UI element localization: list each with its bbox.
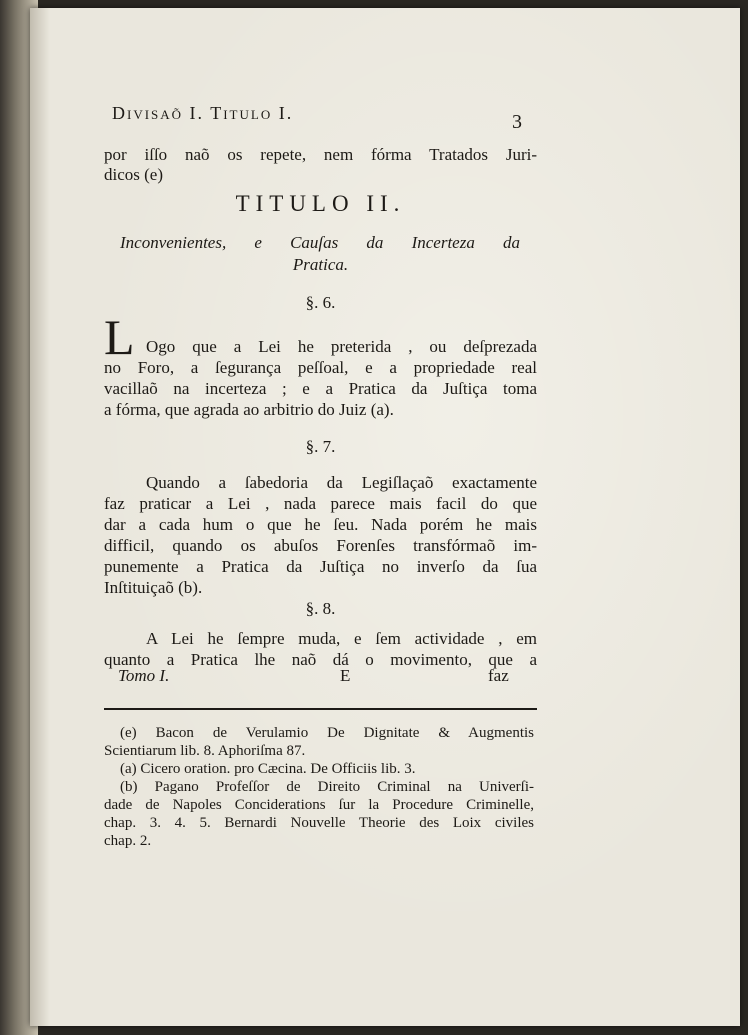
volume-label: Tomo I. bbox=[118, 666, 170, 685]
footnote-line: dade de Napoles Conciderations ſur la Procedure Criminelle, bbox=[104, 797, 534, 813]
chapter-title: TITULO II. bbox=[235, 191, 406, 216]
page-number: 3 bbox=[512, 111, 522, 133]
text-line: punemente a Pratica da Juſtiça no inverſo da ſua bbox=[104, 557, 537, 576]
text-line: A Lei he ſempre muda, e ſem actividade , em bbox=[146, 629, 537, 648]
footnote-line: Scientiarum lib. 8. Aphoriſma 87. bbox=[104, 743, 306, 759]
text-line: por iſſo naõ os repete, nem fórma Tratados Juri- bbox=[104, 145, 537, 164]
section-mark: §. 7. bbox=[305, 437, 336, 456]
catchline bbox=[118, 667, 518, 687]
section-mark: §. 8. bbox=[305, 599, 336, 618]
text-line: dar a cada hum o que he ſeu. Nada porém he mais bbox=[104, 515, 537, 534]
section-mark: §. 6. bbox=[305, 293, 336, 312]
footnote-line: (a) Cicero oration. pro Cæcina. De Officiis lib. 3. bbox=[120, 761, 416, 777]
chapter-subtitle: Pratica. bbox=[292, 255, 349, 274]
text-line: difficil, quando os abuſos Forenſes transfórmaõ im- bbox=[104, 536, 537, 555]
text-line: a fórma, que agrada ao arbitrio do Juiz (a). bbox=[104, 400, 394, 419]
text-line: Quando a ſabedoria da Legiſlaçaõ exactamente bbox=[146, 473, 537, 492]
footnote-line: (e) Bacon de Verulamio De Dignitate & Augmentis bbox=[120, 725, 534, 741]
page-header bbox=[112, 103, 532, 133]
text-line: faz praticar a Lei , nada parece mais facil do que bbox=[104, 494, 537, 513]
footnote-line: chap. 2. bbox=[104, 833, 152, 849]
text-line: Ogo que a Lei he preterida , ou deſprezada bbox=[146, 337, 537, 356]
running-head: Divisaõ I. Titulo I. bbox=[112, 103, 294, 123]
text-line: vacillaõ na incerteza ; e a Pratica da Juſtiça toma bbox=[104, 379, 537, 398]
drop-cap: L bbox=[104, 309, 135, 365]
footnote-line: (b) Pagano Profeſſor de Direito Criminal na Univerſi- bbox=[120, 779, 534, 795]
signature-mark: E bbox=[340, 666, 351, 685]
footnote-rule bbox=[104, 708, 537, 710]
text-line: quanto a Pratica lhe naõ dá o movimento, que a bbox=[104, 650, 537, 669]
text-line: Inſtituiçaõ (b). bbox=[104, 578, 203, 597]
text-line: dicos (e) bbox=[104, 165, 164, 184]
text-line: no Foro, a ſegurança peſſoal, e a propriedade real bbox=[104, 358, 537, 377]
catchword: faz bbox=[488, 666, 509, 685]
chapter-subtitle: Inconvenientes, e Cauſas da Incerteza da bbox=[120, 233, 520, 252]
footnote-line: chap. 3. 4. 5. Bernardi Nouvelle Theorie des Loix civiles bbox=[104, 815, 534, 831]
